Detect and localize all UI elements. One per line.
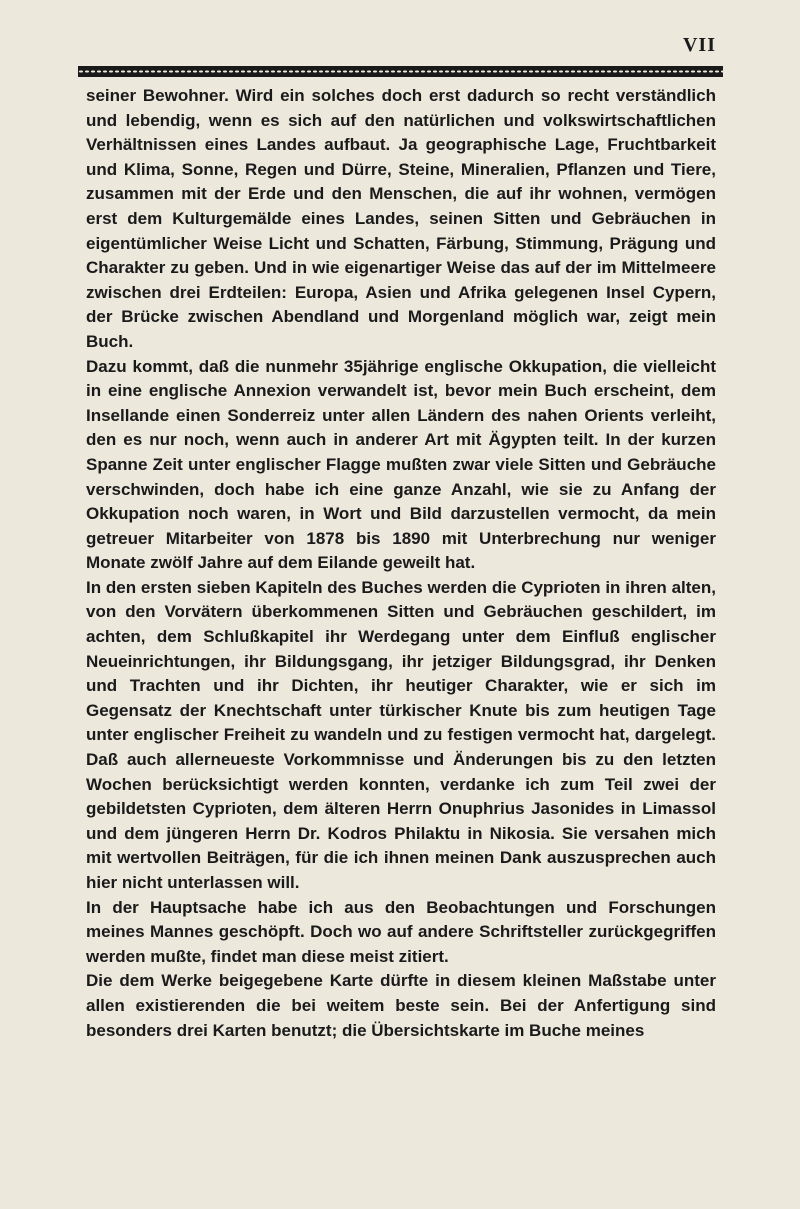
paragraph-1: seiner Bewohner. Wird ein solches doch erst dadurch so recht verständlich und lebendig, wenn es sich auf den natürlichen und volkswirtschaftlichen Verhältnissen eines Landes aufbaut. Ja geographische Lage, Fruchtbarkeit und Klima, Sonne, Regen und Dürre, Steine, Mineralien, Pflanzen und Tiere, zusammen mit der Erde und den Menschen, die auf ihr wohnen, vermögen erst dem Kulturgemälde eines Landes, seinen Sitten und Gebräuchen in eigentümlicher Weise Licht und Schatten, Färbung, Stimmung, Prägung und Charakter zu geben. Und in wie eigenartiger Weise das auf der im Mittelmeere zwischen drei Erdteilen: Europa, Asien und Afrika gelegenen Insel Cypern, der Brücke zwischen Abendland und Morgenland möglich war, zeigt mein Buch. bbox=[86, 86, 716, 351]
paragraph-3: In den ersten sieben Kapiteln des Buches werden die Cyprioten in ihren alten, von den Vorvätern überkommenen Sitten und Gebräuchen geschildert, im achten, dem Schlußkapitel ihr Werdegang unter dem Einfluß englischer Neueinrichtungen, ihr Bildungsgang, ihr jetziger Bildungsgrad, ihr Denken und Trachten und ihr Dichten, ihr heutiger Charakter, wie er sich im Gegensatz der Knechtschaft unter türkischer Knute bis zum heutigen Tage unter englischer Freiheit zu wandeln und zu festigen vermocht hat, dargelegt. Daß auch allerneueste Vorkommnisse und Änderungen bis zu den letzten Wochen berücksichtigt werden konnten, verdanke ich zum Teil zwei der gebildetsten Cyprioten, dem älteren Herrn Onuphrius Jasonides in Limassol und dem jüngeren Herrn Dr. Kodros Philaktu in Nikosia. Sie versahen mich mit wertvollen Beiträgen, für die ich ihnen meinen Dank auszusprechen auch hier nicht unterlassen will. bbox=[86, 577, 716, 892]
paragraph-4: In der Hauptsache habe ich aus den Beobachtungen und Forschungen meines Mannes geschöpft. Doch wo auf andere Schriftsteller zurückgegriffen werden mußte, findet man diese meist zitiert. bbox=[86, 897, 716, 966]
page-number: VII bbox=[682, 34, 716, 56]
paragraph-5: Die dem Werke beigegebene Karte dürfte in diesem kleinen Maßstabe unter allen existierenden die bei weitem beste sein. Bei der Anfertigung sind besonders drei Karten benutzt; die Übersichtskarte im Buche meines bbox=[86, 971, 716, 1040]
body-text bbox=[86, 84, 716, 1043]
header-ornament-rule bbox=[78, 66, 723, 77]
paragraph-2: Dazu kommt, daß die nunmehr 35jährige englische Okkupation, die vielleicht in eine englische Annexion verwandelt ist, bevor mein Buch erscheint, dem Insellande einen Sonderreiz unter allen Ländern des nahen Orients verleiht, den es nur noch, wenn auch in anderer Art mit Ägypten teilt. In der kurzen Spanne Zeit unter englischer Flagge mußten zwar viele Sitten und Gebräuche verschwinden, doch habe ich eine ganze Anzahl, wie sie zu Anfang der Okkupation noch waren, in Wort und Bild darzustellen vermocht, da mein getreuer Mitarbeiter von 1878 bis 1890 mit Unterbrechung nur weniger Monate zwölf Jahre auf dem Eilande geweilt hat. bbox=[86, 356, 716, 573]
